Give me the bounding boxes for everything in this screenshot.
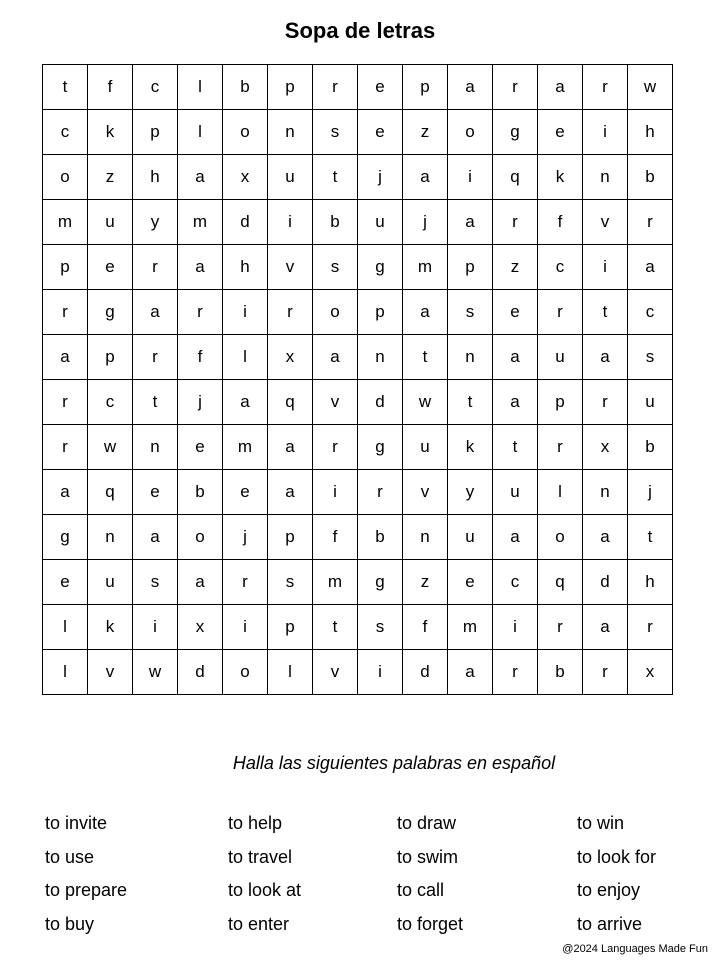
grid-row	[43, 605, 673, 650]
grid-cell[interactable]: p	[448, 245, 493, 290]
grid-cell[interactable]: i	[133, 605, 178, 650]
grid-cell[interactable]: a	[133, 515, 178, 560]
grid-cell[interactable]: v	[313, 380, 358, 425]
grid-cell[interactable]: m	[178, 200, 223, 245]
grid-cell[interactable]: q	[88, 470, 133, 515]
grid-cell[interactable]: c	[133, 65, 178, 110]
grid-cell[interactable]: t	[313, 155, 358, 200]
grid-row	[43, 65, 673, 110]
grid-cell[interactable]: n	[133, 425, 178, 470]
grid-cell[interactable]: p	[268, 515, 313, 560]
grid-cell[interactable]: i	[268, 200, 313, 245]
grid-cell[interactable]: a	[43, 470, 88, 515]
grid-cell[interactable]: b	[358, 515, 403, 560]
grid-cell[interactable]: o	[313, 290, 358, 335]
grid-cell[interactable]: e	[133, 470, 178, 515]
grid-cell[interactable]: h	[223, 245, 268, 290]
grid-cell[interactable]: s	[268, 560, 313, 605]
grid-row	[43, 155, 673, 200]
grid-cell[interactable]: x	[628, 650, 673, 695]
grid-cell[interactable]: p	[268, 605, 313, 650]
grid-cell[interactable]: r	[43, 380, 88, 425]
word-item: to travel	[228, 847, 293, 867]
grid-cell[interactable]: t	[313, 605, 358, 650]
grid-cell[interactable]: h	[628, 110, 673, 155]
grid-cell[interactable]: q	[268, 380, 313, 425]
grid-cell[interactable]: a	[493, 380, 538, 425]
grid-row	[43, 200, 673, 245]
word-item: to enjoy	[577, 880, 641, 900]
grid-cell[interactable]: r	[538, 425, 583, 470]
grid-cell[interactable]: g	[43, 515, 88, 560]
grid-cell[interactable]: a	[583, 605, 628, 650]
grid-cell[interactable]: u	[448, 515, 493, 560]
grid-row	[43, 515, 673, 560]
grid-cell[interactable]: o	[223, 110, 268, 155]
grid-cell[interactable]: m	[403, 245, 448, 290]
grid-cell[interactable]: n	[583, 155, 628, 200]
grid-cell[interactable]: r	[133, 335, 178, 380]
grid-cell[interactable]: h	[628, 560, 673, 605]
word-item: to look for	[577, 847, 657, 867]
grid-cell[interactable]: c	[493, 560, 538, 605]
grid-cell[interactable]: t	[583, 290, 628, 335]
grid-cell[interactable]: x	[268, 335, 313, 380]
grid-cell[interactable]: j	[403, 200, 448, 245]
word-item: to prepare	[45, 880, 128, 900]
grid-cell[interactable]: r	[538, 290, 583, 335]
grid-cell[interactable]: k	[448, 425, 493, 470]
grid-cell[interactable]: r	[313, 425, 358, 470]
grid-cell[interactable]: i	[583, 110, 628, 155]
word-search-grid	[42, 64, 673, 695]
grid-cell[interactable]: k	[88, 605, 133, 650]
grid-cell[interactable]: n	[403, 515, 448, 560]
grid-cell[interactable]: b	[628, 155, 673, 200]
grid-cell[interactable]: s	[313, 245, 358, 290]
grid-cell[interactable]: m	[223, 425, 268, 470]
grid-cell[interactable]: y	[133, 200, 178, 245]
grid-cell[interactable]: s	[313, 110, 358, 155]
grid-cell[interactable]: y	[448, 470, 493, 515]
grid-cell[interactable]: c	[88, 380, 133, 425]
grid-cell[interactable]: r	[628, 605, 673, 650]
grid-cell[interactable]: b	[223, 65, 268, 110]
grid-cell[interactable]: r	[43, 290, 88, 335]
grid-cell[interactable]: c	[43, 110, 88, 155]
grid-cell[interactable]: z	[88, 155, 133, 200]
grid-cell[interactable]: i	[493, 605, 538, 650]
grid-row	[43, 470, 673, 515]
grid-cell[interactable]: s	[358, 605, 403, 650]
grid-row	[43, 290, 673, 335]
grid-cell[interactable]: e	[88, 245, 133, 290]
instruction-text: Halla las siguientes palabras en español	[232, 753, 556, 773]
grid-cell[interactable]: b	[538, 650, 583, 695]
grid-cell[interactable]: r	[133, 245, 178, 290]
grid-cell[interactable]: a	[178, 560, 223, 605]
grid-cell[interactable]: n	[448, 335, 493, 380]
grid-cell[interactable]: p	[403, 65, 448, 110]
grid-cell[interactable]: n	[88, 515, 133, 560]
grid-cell[interactable]: s	[628, 335, 673, 380]
grid-cell[interactable]: b	[178, 470, 223, 515]
word-item: to forget	[397, 914, 464, 934]
grid-cell[interactable]: l	[178, 110, 223, 155]
grid-cell[interactable]: r	[268, 290, 313, 335]
grid-cell[interactable]: g	[358, 245, 403, 290]
grid-cell[interactable]: a	[223, 380, 268, 425]
grid-cell[interactable]: l	[178, 65, 223, 110]
grid-cell[interactable]: u	[88, 200, 133, 245]
grid-cell[interactable]: k	[538, 155, 583, 200]
grid-cell[interactable]: j	[358, 155, 403, 200]
grid-cell[interactable]: a	[268, 425, 313, 470]
grid-cell[interactable]: e	[178, 425, 223, 470]
grid-row	[43, 560, 673, 605]
grid-cell[interactable]: a	[403, 155, 448, 200]
grid-cell[interactable]: d	[223, 200, 268, 245]
grid-cell[interactable]: r	[223, 560, 268, 605]
grid-cell[interactable]: a	[583, 335, 628, 380]
grid-cell[interactable]: v	[583, 200, 628, 245]
grid-cell[interactable]: o	[223, 650, 268, 695]
grid-cell[interactable]: g	[358, 560, 403, 605]
word-item: to arrive	[577, 914, 643, 934]
word-item: to win	[577, 813, 625, 833]
grid-cell[interactable]: r	[493, 650, 538, 695]
grid-cell[interactable]: a	[403, 290, 448, 335]
grid-cell[interactable]: t	[133, 380, 178, 425]
grid-cell[interactable]: x	[583, 425, 628, 470]
grid-cell[interactable]: a	[178, 245, 223, 290]
grid-cell[interactable]: n	[583, 470, 628, 515]
word-item: to help	[228, 813, 283, 833]
grid-cell[interactable]: a	[628, 245, 673, 290]
grid-cell[interactable]: k	[88, 110, 133, 155]
grid-cell[interactable]: e	[448, 560, 493, 605]
grid-cell[interactable]: f	[313, 515, 358, 560]
grid-cell[interactable]: w	[403, 380, 448, 425]
grid-cell[interactable]: e	[358, 65, 403, 110]
grid-cell[interactable]: i	[223, 290, 268, 335]
grid-cell[interactable]: e	[223, 470, 268, 515]
grid-cell[interactable]: r	[628, 200, 673, 245]
grid-cell[interactable]: x	[178, 605, 223, 650]
grid-cell[interactable]: w	[88, 425, 133, 470]
grid-cell[interactable]: d	[358, 380, 403, 425]
grid-cell[interactable]: l	[538, 470, 583, 515]
grid-cell[interactable]: d	[403, 650, 448, 695]
grid-cell[interactable]: p	[88, 335, 133, 380]
grid-cell[interactable]: b	[313, 200, 358, 245]
grid-cell[interactable]: e	[538, 110, 583, 155]
grid-cell[interactable]: f	[88, 65, 133, 110]
grid-cell[interactable]: t	[403, 335, 448, 380]
grid-cell[interactable]: a	[43, 335, 88, 380]
grid-cell[interactable]: r	[538, 605, 583, 650]
grid-cell[interactable]: g	[358, 425, 403, 470]
grid-cell[interactable]: m	[448, 605, 493, 650]
grid-cell[interactable]: j	[178, 380, 223, 425]
grid-cell[interactable]: u	[88, 560, 133, 605]
grid-cell[interactable]: v	[313, 650, 358, 695]
grid-cell[interactable]: t	[448, 380, 493, 425]
grid-cell[interactable]: a	[448, 65, 493, 110]
grid-cell[interactable]: i	[448, 155, 493, 200]
grid-cell[interactable]: a	[133, 290, 178, 335]
grid-cell[interactable]: e	[358, 110, 403, 155]
grid-cell[interactable]: o	[448, 110, 493, 155]
grid-cell[interactable]: d	[583, 560, 628, 605]
grid-cell[interactable]: o	[178, 515, 223, 560]
grid-row	[43, 425, 673, 470]
grid-cell[interactable]: n	[268, 110, 313, 155]
grid-cell[interactable]: r	[583, 65, 628, 110]
grid-cell[interactable]: p	[358, 290, 403, 335]
grid-row	[43, 110, 673, 155]
grid-cell[interactable]: i	[313, 470, 358, 515]
grid-cell[interactable]: t	[43, 65, 88, 110]
grid-cell[interactable]: b	[628, 425, 673, 470]
grid-cell[interactable]: u	[538, 335, 583, 380]
grid-row	[43, 650, 673, 695]
grid-cell[interactable]: q	[493, 155, 538, 200]
grid-cell[interactable]: p	[268, 65, 313, 110]
grid-cell[interactable]: a	[493, 515, 538, 560]
grid-cell[interactable]: r	[583, 650, 628, 695]
grid-cell[interactable]: a	[493, 335, 538, 380]
grid-cell[interactable]: a	[313, 335, 358, 380]
page-title: Sopa de letras	[284, 18, 436, 43]
grid-cell[interactable]: c	[538, 245, 583, 290]
grid-row	[43, 335, 673, 380]
grid-cell[interactable]: a	[448, 200, 493, 245]
grid-cell[interactable]: m	[313, 560, 358, 605]
grid-cell[interactable]: r	[493, 200, 538, 245]
grid-cell[interactable]: l	[43, 650, 88, 695]
grid-cell[interactable]: d	[178, 650, 223, 695]
word-item: to buy	[45, 914, 95, 934]
grid-cell[interactable]: a	[178, 155, 223, 200]
grid-cell[interactable]: v	[403, 470, 448, 515]
grid-cell[interactable]: a	[268, 470, 313, 515]
grid-cell[interactable]: r	[358, 470, 403, 515]
grid-cell[interactable]: p	[133, 110, 178, 155]
grid-cell[interactable]: x	[223, 155, 268, 200]
grid-cell[interactable]: f	[178, 335, 223, 380]
grid-cell[interactable]: u	[628, 380, 673, 425]
grid-row	[43, 245, 673, 290]
grid-cell[interactable]: u	[358, 200, 403, 245]
grid-cell[interactable]: p	[43, 245, 88, 290]
grid-cell[interactable]: z	[403, 110, 448, 155]
word-item: to swim	[397, 847, 459, 867]
word-item: to call	[397, 880, 445, 900]
copyright-footer: @2024 Languages Made Fun	[562, 943, 708, 955]
grid-cell[interactable]: i	[223, 605, 268, 650]
word-item: to look at	[228, 880, 302, 900]
grid-cell[interactable]: l	[223, 335, 268, 380]
grid-cell[interactable]: s	[448, 290, 493, 335]
grid-cell[interactable]: u	[268, 155, 313, 200]
grid-cell[interactable]: n	[358, 335, 403, 380]
grid-cell[interactable]: f	[403, 605, 448, 650]
word-item: to invite	[45, 813, 108, 833]
grid-cell[interactable]: a	[538, 65, 583, 110]
grid-cell[interactable]: p	[538, 380, 583, 425]
grid-cell[interactable]: z	[403, 560, 448, 605]
grid-cell[interactable]: m	[43, 200, 88, 245]
grid-cell[interactable]: r	[493, 65, 538, 110]
grid-cell[interactable]: r	[583, 380, 628, 425]
grid-cell[interactable]: e	[493, 290, 538, 335]
grid-cell[interactable]: o	[538, 515, 583, 560]
grid-cell[interactable]: h	[133, 155, 178, 200]
grid-cell[interactable]: r	[313, 65, 358, 110]
grid-cell[interactable]: l	[43, 605, 88, 650]
grid-cell[interactable]: j	[223, 515, 268, 560]
grid-cell[interactable]: t	[628, 515, 673, 560]
grid-cell[interactable]: c	[628, 290, 673, 335]
grid-cell[interactable]: l	[268, 650, 313, 695]
grid-cell[interactable]: q	[538, 560, 583, 605]
grid-cell[interactable]: z	[493, 245, 538, 290]
grid-cell[interactable]: r	[178, 290, 223, 335]
grid-cell[interactable]: g	[88, 290, 133, 335]
grid-cell[interactable]: v	[268, 245, 313, 290]
word-item: to enter	[228, 914, 290, 934]
grid-cell[interactable]: i	[583, 245, 628, 290]
grid-cell[interactable]: e	[43, 560, 88, 605]
grid-cell[interactable]: i	[358, 650, 403, 695]
grid-cell[interactable]: t	[493, 425, 538, 470]
word-item: to use	[45, 847, 95, 867]
grid-cell[interactable]: v	[88, 650, 133, 695]
grid-cell[interactable]: j	[628, 470, 673, 515]
grid-cell[interactable]: w	[133, 650, 178, 695]
grid-cell[interactable]: s	[133, 560, 178, 605]
grid-cell[interactable]: a	[448, 650, 493, 695]
grid-cell[interactable]: o	[43, 155, 88, 200]
word-item: to draw	[397, 813, 457, 833]
grid-cell[interactable]: w	[628, 65, 673, 110]
grid-cell[interactable]: r	[43, 425, 88, 470]
grid-cell[interactable]: a	[583, 515, 628, 560]
grid-cell[interactable]: f	[538, 200, 583, 245]
grid-cell[interactable]: g	[493, 110, 538, 155]
grid-cell[interactable]: u	[493, 470, 538, 515]
grid-cell[interactable]: u	[403, 425, 448, 470]
grid-row	[43, 380, 673, 425]
